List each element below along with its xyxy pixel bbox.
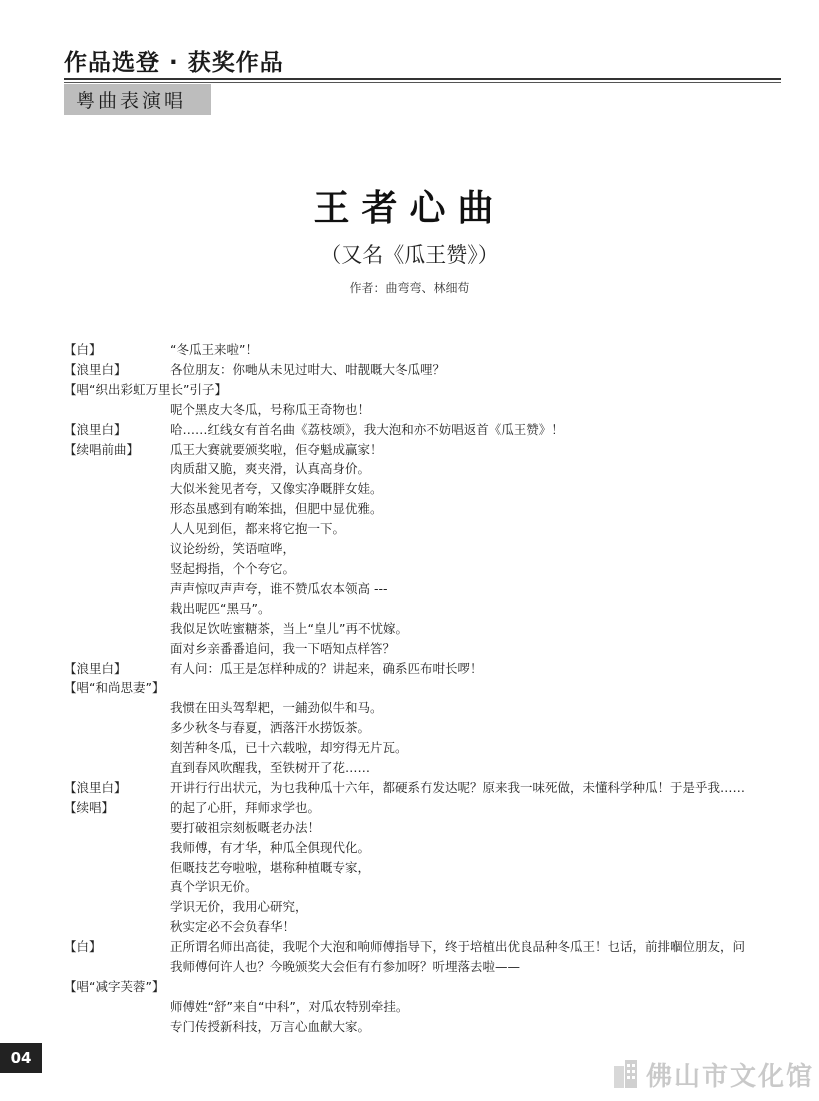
script-line (64, 838, 784, 858)
building-icon (612, 1058, 640, 1090)
script-line (64, 738, 784, 758)
script-line (64, 897, 784, 917)
script-line (64, 957, 784, 977)
line-text: 声声惊叹声声夸，谁不赞瓜农本领高 --- (170, 580, 388, 596)
line-role-label (64, 858, 170, 878)
line-text: 有人问：瓜王是怎样种成的？讲起来，确系匹布咁长啰！ (170, 660, 483, 676)
line-role-label (64, 738, 170, 758)
line-text (164, 678, 784, 698)
watermark (612, 1056, 814, 1092)
script-line (64, 579, 784, 599)
line-text: 面对乡亲番番追问，我一下唔知点样答？ (170, 640, 396, 656)
line-text: 我师傅何许人也？今晚颁奖大会佢有冇参加呀？听埋落去啦—— (170, 959, 521, 975)
line-text: 议论纷纷，笑语喧哗， (170, 541, 296, 557)
script-line (64, 997, 784, 1017)
script-line (64, 440, 784, 460)
line-text: 佢嘅技艺夸啦啦，堪称种植嘅专家， (170, 859, 371, 875)
article-subtitle: （又名《瓜王赞》） (320, 243, 499, 267)
line-text: 要打破祖宗刻板嘅老办法！ (170, 819, 321, 835)
line-role-label (64, 877, 170, 897)
script-line (64, 400, 784, 420)
line-text: 形态虽感到有啲笨拙，但肥中显优雅。 (170, 501, 383, 517)
line-role-label (64, 639, 170, 659)
category-label: 粤曲表演唱 (64, 84, 211, 115)
line-role-label (64, 1017, 170, 1037)
line-text: 正所谓名师出高徒，我呢个大泡和响师傅指导下，终于培植出优良品种冬瓜王！乜话，前排嗰位朋友，问 (170, 939, 746, 955)
script-line (64, 559, 784, 579)
section-title: 作品选登 · 获奖作品 (64, 50, 284, 76)
script-line (64, 539, 784, 559)
script-line (64, 639, 784, 659)
line-text: 各位朋友：你哋从未见过咁大、咁靓嘅大冬瓜哩？ (170, 361, 446, 377)
script-line (64, 937, 784, 957)
line-role-label: 【浪里白】 (64, 660, 127, 676)
script-line (64, 1017, 784, 1037)
script-line (64, 619, 784, 639)
line-text: 的起了心肝，拜师求学也。 (170, 799, 321, 815)
script-line (64, 858, 784, 878)
line-role-label (64, 479, 170, 499)
line-role-label (64, 579, 170, 599)
line-text: 专门传授新科技，万言心血献大家。 (170, 1018, 371, 1034)
script-line (64, 459, 784, 479)
header-rule-thin (64, 82, 781, 83)
line-text: 竖起拇指，个个夸它。 (170, 560, 296, 576)
line-text: 直到春风吹醒我，至铁树开了花…… (170, 760, 371, 776)
script-line (64, 977, 784, 997)
line-role-label: 【唱“和尚思妻”】 (64, 680, 165, 696)
line-text: 大似米瓮见者夸，又像实净嘅胖女娃。 (170, 481, 383, 497)
script-line (64, 659, 784, 679)
line-text: 肉质甜又脆，爽夹滑，认真高身价。 (170, 461, 371, 477)
line-role-label (64, 997, 170, 1017)
line-text: 哈……红线女有首名曲《荔枝颂》，我大泡和亦不妨唱返首《瓜王赞》！ (170, 421, 564, 437)
script-line (64, 778, 784, 798)
line-role-label: 【唱“减字芙蓉”】 (64, 979, 165, 994)
script-line (64, 678, 784, 698)
line-text: 学识无价，我用心研究， (170, 899, 308, 915)
script-body (64, 340, 784, 1037)
script-line (64, 718, 784, 738)
line-role-label (64, 499, 170, 519)
line-role-label (64, 459, 170, 479)
line-role-label (64, 917, 170, 937)
script-line (64, 340, 784, 360)
line-role-label (64, 838, 170, 858)
script-line (64, 479, 784, 499)
line-text: 瓜王大赛就要颁奖啦，佢夺魁成赢家！ (170, 441, 383, 457)
script-line (64, 698, 784, 718)
script-line (64, 360, 784, 380)
line-text: 我惯在田头驾犁耙，一鋪劲似牛和马。 (170, 700, 383, 716)
line-role-label (64, 559, 170, 579)
script-line (64, 380, 784, 400)
line-text: 开讲行行出状元，为乜我种瓜十六年，都硬系冇发达呢？原来我一味死做，未懂科学种瓜！于是乎我…… (170, 779, 746, 795)
script-line (64, 599, 784, 619)
line-role-label (64, 957, 170, 977)
line-text: 真个学识无价。 (170, 879, 258, 895)
line-text: 我似足饮咗蜜糖茶，当上“皇儿”再不忧嫁。 (170, 620, 408, 636)
script-line (64, 420, 784, 440)
line-text: 人人见到佢，都来将它抱一下。 (170, 521, 346, 537)
line-role-label (64, 718, 170, 738)
line-role-label: 【浪里白】 (64, 361, 127, 377)
line-role-label (64, 698, 170, 718)
script-line (64, 917, 784, 937)
line-role-label (64, 818, 170, 838)
watermark-text: 佛山市文化馆 (646, 1061, 815, 1092)
line-text: 秋实定必不会负春华！ (170, 919, 296, 935)
line-text: 师傅姓“舒”来自“中科”，对瓜农特别牵挂。 (170, 998, 409, 1014)
line-role-label: 【续唱】 (64, 799, 115, 815)
line-role-label (64, 519, 170, 539)
script-line (64, 519, 784, 539)
line-text: 我师傅，有才华，种瓜全俱现代化。 (170, 839, 371, 855)
line-role-label: 【唱“织出彩虹万里长”引子】 (64, 381, 227, 397)
line-role-label: 【白】 (64, 939, 102, 955)
line-role-label (64, 897, 170, 917)
script-line (64, 818, 784, 838)
article-author: 作者：曲弯弯、林细苟 (349, 281, 470, 295)
line-role-label: 【白】 (64, 342, 102, 357)
header-rule (64, 78, 781, 80)
line-role-label (64, 758, 170, 778)
line-text: 刻苦种冬瓜，已十六载啦，却穷得无片瓦。 (170, 740, 408, 756)
line-role-label: 【浪里白】 (64, 779, 127, 795)
script-line (64, 877, 784, 897)
line-role-label: 【浪里白】 (64, 421, 127, 437)
page-number: 04 (0, 1043, 42, 1073)
line-text (227, 380, 784, 400)
line-role-label (64, 400, 170, 420)
article-title: 王者心曲 (313, 188, 506, 229)
line-role-label (64, 619, 170, 639)
line-role-label: 【续唱前曲】 (64, 441, 140, 457)
line-role-label (64, 539, 170, 559)
script-line (64, 798, 784, 818)
line-text: 多少秋冬与春夏，洒落汗水捞饭茶。 (170, 720, 371, 736)
script-line (64, 758, 784, 778)
line-text: “冬瓜王来啦”！ (170, 342, 258, 357)
line-text: 栽出呢匹“黑马”。 (170, 600, 271, 616)
script-line (64, 499, 784, 519)
line-role-label (64, 599, 170, 619)
line-text (164, 977, 784, 997)
line-text: 呢个黑皮大冬瓜，号称瓜王奇物也！ (170, 401, 371, 417)
